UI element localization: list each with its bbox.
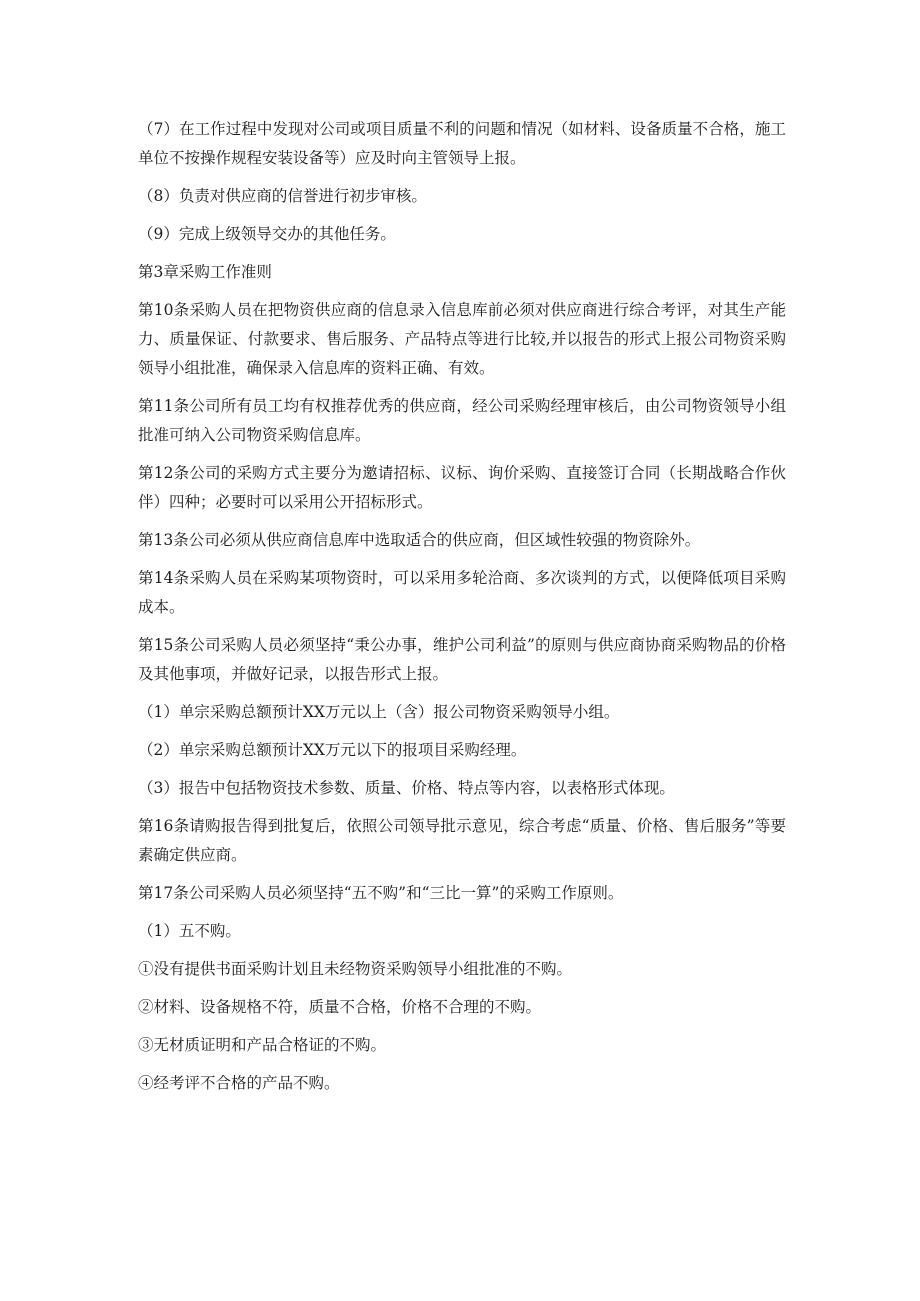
rule-item-1: ①没有提供书面采购计划且未经物资采购领导小组批准的不购。	[138, 960, 573, 978]
article-13: 第13条公司必须从供应商信息库中选取适合的供应商，但区域性较强的物资除外。	[138, 531, 701, 549]
article-12: 第12条公司的采购方式主要分为邀请招标、议标、询价采购、直接签订合同（长期战略合作伙伴）四种；必要时可以采用公开招标形式。	[138, 464, 786, 511]
article-17-item-1: （1）五不购。	[138, 922, 241, 940]
article-17: 第17条公司采购人员必须坚持“五不购”和“三比一算”的采购工作原则。	[138, 884, 624, 902]
rule-item-3: ③无材质证明和产品合格证的不购。	[138, 1036, 387, 1054]
article-14: 第14条采购人员在采购某项物资时，可以采用多轮洽商、多次谈判的方式，以便降低项目采购成本。	[138, 569, 786, 616]
document-body	[138, 115, 786, 1107]
rule-item-2: ②材料、设备规格不符，质量不合格，价格不合理的不购。	[138, 998, 542, 1016]
article-15: 第15条公司采购人员必须坚持“秉公办事，维护公司利益”的原则与供应商协商采购物品的价格及其他事项，并做好记录，以报告形式上报。	[138, 636, 786, 683]
article-15-item-2: （2）单宗采购总额预计XX万元以下的报项目采购经理。	[138, 741, 527, 759]
article-16: 第16条请购报告得到批复后，依照公司领导批示意见，综合考虑“质量、价格、售后服务”等要素确定供应商。	[138, 817, 786, 864]
paragraph-item-7: （7）在工作过程中发现对公司或项目质量不利的问题和情况（如材料、设备质量不合格，施工单位不按操作规程安装设备等）应及时向主管领导上报。	[138, 120, 786, 167]
article-15-item-1: （1）单宗采购总额预计XX万元以上（含）报公司物资采购领导小组。	[138, 703, 620, 721]
chapter-heading: 第3章采购工作准则	[138, 263, 272, 281]
paragraph-item-9: （9）完成上级领导交办的其他任务。	[138, 225, 396, 243]
rule-item-4: ④经考评不合格的产品不购。	[138, 1074, 340, 1092]
article-10: 第10条采购人员在把物资供应商的信息录入信息库前必须对供应商进行综合考评，对其生产能力、质量保证、付款要求、售后服务、产品特点等进行比较,并以报告的形式上报公司物资采购领导小组批准，确保录入信息库的资料正确、有效。	[138, 301, 786, 377]
article-11: 第11条公司所有员工均有权推荐优秀的供应商，经公司采购经理审核后，由公司物资领导小组批准可纳入公司物资采购信息库。	[138, 397, 786, 444]
article-15-item-3: （3）报告中包括物资技术参数、质量、价格、特点等内容，以表格形式体现。	[138, 779, 675, 797]
paragraph-item-8: （8）负责对供应商的信誉进行初步审核。	[138, 187, 427, 205]
